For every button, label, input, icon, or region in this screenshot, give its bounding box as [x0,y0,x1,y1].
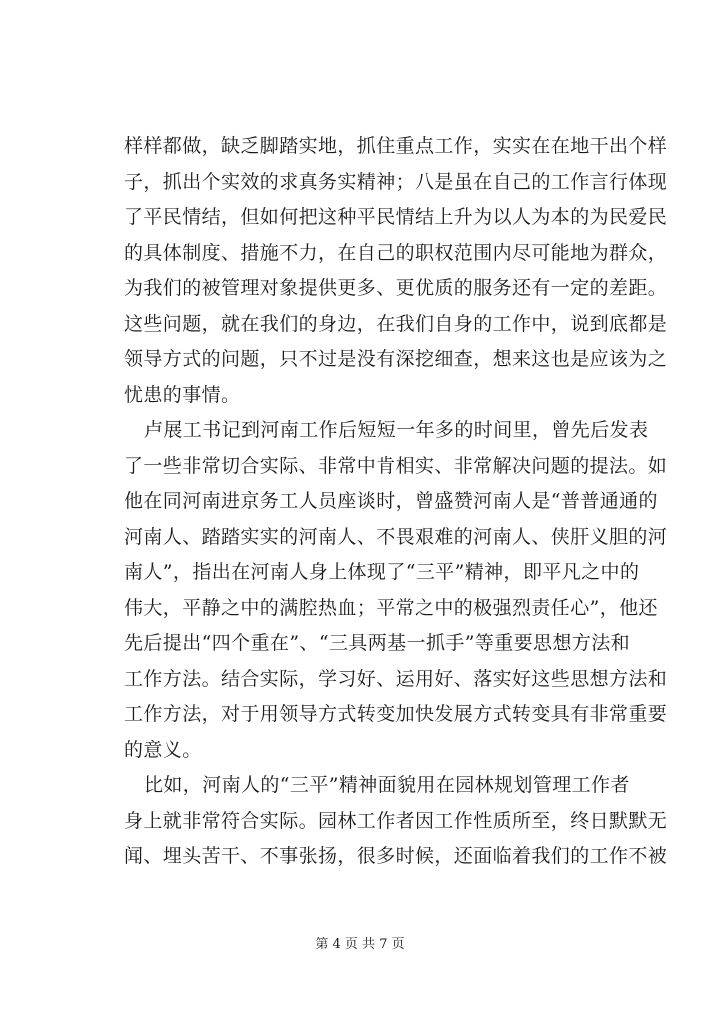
paragraph-start-line: 卢展工书记到河南工作后短短一年多的时间里，曾先后发表 [144,419,649,441]
text-line: 河南人、踏踏实实的河南人、不畏艰难的河南人、侠肝义胆的河 [124,525,668,548]
text-line: 了平民情结，但如何把这种平民情结上升为以人为本的为民爱民 [124,206,668,228]
page-number: 第 4 页 共 7 页 [315,937,405,952]
text-line: 的具体制度、措施不力，在自己的职权范围内尽可能地为群众， [124,241,668,264]
text-line: 工作方法。结合实际，学习好、运用好、落实好这些思想方法和 [124,667,668,690]
text-line: 领导方式的问题，只不过是没有深挖细查，想来这也是应该为之 [124,348,668,370]
text-line: 身上就非常符合实际。园林工作者因工作性质所至，终日默默无 [124,809,668,832]
text-line: 闻、埋头苦干、不事张扬，很多时候，还面临着我们的工作不被 [124,845,668,867]
text-line: 南人”，指出在河南人身上体现了“三平”精神，即平凡之中的 [124,561,640,583]
page-footer [0,936,720,954]
text-line: 这些问题，就在我们的身边，在我们自身的工作中，说到底都是 [124,312,668,335]
body-text [124,129,668,875]
text-line: 他在同河南进京务工人员座谈时，曾盛赞河南人是“普普通通的 [124,490,658,512]
text-line: 为我们的被管理对象提供更多、更优质的服务还有一定的差距。 [124,277,668,299]
text-line: 先后提出“四个重在”、“三具两基一抓手”等重要思想方法和 [124,632,631,654]
text-line: 工作方法，对于用领导方式转变加快发展方式转变具有非常重要 [124,703,668,725]
text-line: 了一些非常切合实际、非常中肯相实、非常解决问题的提法。如 [124,454,668,477]
text-line: 样样都做，缺乏脚踏实地，抓住重点工作，实实在在地干出个样 [124,135,668,157]
text-line: 的意义。 [124,738,202,761]
text-line: 子，抓出个实效的求真务实精神；八是虽在自己的工作言行体现 [124,170,668,193]
text-line: 忧患的事情。 [124,383,241,406]
paragraph-start-line: 比如，河南人的“三平”精神面貌用在园林规划管理工作者 [144,774,630,796]
text-line: 伟大，平静之中的满腔热血；平常之中的极强烈责任心”，他还 [124,596,658,619]
